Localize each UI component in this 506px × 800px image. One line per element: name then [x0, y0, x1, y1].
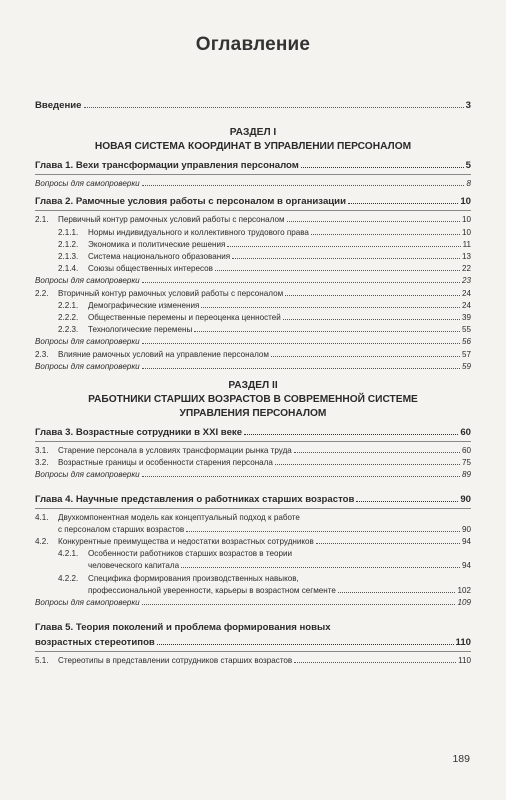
- leader-dots: [301, 167, 464, 168]
- toc-entry-text: Первичный контур рамочных условий работы с персоналом: [58, 215, 285, 225]
- toc-item: [35, 349, 471, 361]
- toc-page-num: 11: [462, 239, 471, 249]
- leader-dots: [275, 464, 460, 465]
- toc-entry-text: Влияние рамочных условий на управление персоналом: [58, 349, 269, 359]
- toc-entry-text: Вопросы для самопроверки: [35, 276, 140, 286]
- table-of-contents: [35, 34, 471, 667]
- toc-page-num: 23: [461, 276, 471, 286]
- leader-dots: [232, 258, 460, 259]
- toc-questions: [35, 469, 471, 481]
- divider: [35, 508, 471, 509]
- toc-questions: [35, 178, 471, 190]
- toc-entry-text: профессиональной уверенности, карьеры в возрастном сегменте: [88, 585, 336, 595]
- toc-entry-text: человеческого капитала: [88, 561, 180, 571]
- toc-entry-text: Старение персонала в условиях трансформации рынка труда: [58, 446, 292, 456]
- leader-dots: [194, 331, 460, 332]
- toc-entry-text: Вопросы для самопроверки: [35, 361, 140, 371]
- toc-entry-text: с персоналом старших возрастов: [58, 524, 185, 534]
- toc-page-num: 60: [460, 427, 471, 439]
- toc-page-num: 56: [461, 337, 471, 347]
- toc-item-number: 5.1.: [35, 656, 49, 666]
- toc-page-num: 22: [461, 264, 471, 274]
- toc-entry-text: Система национального образования: [88, 252, 231, 262]
- toc-entry-text: Экономика и политические решения: [88, 239, 226, 249]
- toc-item: [35, 324, 471, 336]
- leader-dots: [294, 452, 460, 453]
- toc-entry-text: Двухкомпонентная модель как концептуальный подход к работе: [58, 512, 300, 522]
- toc-chapter-line1: Глава 5. Теория поколений и проблема формирования новых: [35, 622, 331, 634]
- toc-entry-text: Глава 4. Научные представления о работниках старших возрастов: [35, 493, 355, 505]
- leader-dots: [142, 282, 460, 283]
- toc-item-number: 3.1.: [35, 446, 49, 456]
- toc-entry-text: Технологические перемены: [88, 325, 193, 335]
- toc-item: [35, 312, 471, 324]
- toc-page-num: 3: [465, 100, 471, 111]
- divider: [35, 651, 471, 652]
- toc-page-num: 59: [461, 361, 471, 371]
- toc-questions: [35, 597, 471, 609]
- toc-entry-text: Вторичный контур рамочных условий работы с персоналом: [58, 288, 284, 298]
- toc-page-num: 90: [461, 524, 471, 534]
- toc-item-number: 2.1.3.: [58, 252, 79, 262]
- toc-page-num: 110: [458, 656, 471, 666]
- toc-chapter: [35, 194, 471, 209]
- leader-dots: [227, 246, 460, 247]
- toc-page-num: 94: [461, 537, 471, 547]
- toc-item: [35, 655, 471, 667]
- toc-item-continued: [35, 585, 471, 597]
- toc-page-num: 89: [461, 470, 471, 480]
- toc-item: [35, 227, 471, 239]
- toc-entry-text: Вопросы для самопроверки: [35, 470, 140, 480]
- toc-item: [35, 512, 471, 524]
- toc-item: [35, 548, 471, 560]
- toc-item-continued: [35, 524, 471, 536]
- toc-entry-text: Союзы общественных интересов: [88, 264, 213, 274]
- toc-page-num: 109: [457, 598, 471, 608]
- toc-item-number: 4.2.: [35, 537, 49, 547]
- leader-dots: [186, 531, 460, 532]
- toc-page-num: 60: [461, 446, 471, 456]
- section-label: РАЗДЕЛ I: [229, 127, 277, 139]
- toc-page-num: 57: [461, 349, 471, 359]
- toc-item: [35, 573, 471, 585]
- toc-questions: [35, 336, 471, 348]
- section-label: РАЗДЕЛ II: [228, 380, 278, 392]
- toc-page-num: 24: [461, 300, 471, 310]
- toc-page-num: 10: [460, 196, 471, 208]
- leader-dots: [181, 567, 460, 568]
- leader-dots: [294, 662, 456, 663]
- toc-questions: [35, 275, 471, 287]
- leader-dots: [201, 307, 460, 308]
- divider: [35, 210, 471, 211]
- leader-dots: [271, 356, 460, 357]
- toc-item: [35, 239, 471, 251]
- toc-entry-text: Глава 1. Вехи трансформации управления персоналом: [35, 160, 299, 172]
- toc-chapter: [35, 492, 471, 507]
- toc-page-num: 102: [457, 585, 471, 595]
- toc-item-number: 3.2.: [35, 458, 49, 468]
- leader-dots: [215, 270, 460, 271]
- leader-dots: [311, 234, 460, 235]
- toc-entry-text: Общественные перемены и переоценка ценностей: [88, 313, 281, 323]
- leader-dots: [287, 221, 460, 222]
- toc-chapter: [35, 425, 471, 440]
- toc-questions: [35, 361, 471, 373]
- toc-item-number: 2.3.: [35, 349, 49, 359]
- page-title: Оглавление: [195, 34, 311, 55]
- toc-item-number: 2.1.4.: [58, 264, 79, 274]
- toc-item-continued: [35, 560, 471, 572]
- toc-item-number: 2.1.2.: [58, 239, 79, 249]
- toc-page-num: 24: [461, 288, 471, 298]
- toc-entry-text: Вопросы для самопроверки: [35, 337, 140, 347]
- toc-item-number: 4.2.2.: [58, 573, 79, 583]
- leader-dots: [157, 644, 454, 645]
- leader-dots: [348, 203, 458, 204]
- divider: [35, 441, 471, 442]
- leader-dots: [142, 368, 460, 369]
- toc-chapter: [35, 635, 471, 650]
- toc-intro: [35, 100, 471, 112]
- toc-item-number: 4.1.: [35, 512, 49, 522]
- leader-dots: [244, 434, 458, 435]
- toc-item: [35, 263, 471, 275]
- toc-entry-text: Особенности работников старших возрастов в теории: [88, 549, 293, 559]
- toc-page-num: 10: [461, 227, 471, 237]
- toc-item-number: 2.2.1.: [58, 300, 79, 310]
- toc-chapter: [35, 158, 471, 173]
- toc-item: [35, 251, 471, 263]
- toc-entry-text: возрастных стереотипов: [35, 637, 155, 649]
- toc-item-number: 2.1.: [35, 215, 49, 225]
- toc-item: [35, 536, 471, 548]
- toc-page-num: 10: [461, 215, 471, 225]
- toc-page-num: 55: [461, 325, 471, 335]
- toc-page-num: 90: [460, 493, 471, 505]
- toc-page-num: 13: [461, 252, 471, 262]
- toc-page-num: 110: [455, 637, 471, 649]
- toc-entry-text: Нормы индивидуального и коллективного трудового права: [88, 227, 309, 237]
- toc-item-number: 2.1.1.: [58, 227, 79, 237]
- section-title: РАБОТНИКИ СТАРШИХ ВОЗРАСТОВ В СОВРЕМЕННОЙ СИСТЕМЕ: [88, 394, 418, 406]
- section-title: НОВАЯ СИСТЕМА КООРДИНАТ В УПРАВЛЕНИИ ПЕРСОНАЛОМ: [94, 141, 412, 153]
- toc-item-number: 2.2.3.: [58, 325, 79, 335]
- leader-dots: [142, 604, 456, 605]
- toc-item: [35, 457, 471, 469]
- toc-entry-text: Вопросы для самопроверки: [35, 598, 140, 608]
- toc-entry-text: Демографические изменения: [88, 300, 200, 310]
- toc-entry-text: Специфика формирования производственных навыков,: [88, 573, 299, 583]
- toc-page-num: 8: [466, 179, 471, 189]
- toc-item-number: 2.2.2.: [58, 313, 79, 323]
- toc-item: [35, 288, 471, 300]
- toc-page-num: 94: [461, 561, 471, 571]
- toc-page-num: 39: [461, 313, 471, 323]
- toc-item-number: 4.2.1.: [58, 549, 79, 559]
- toc-entry-text: Возрастные границы и особенности старения персонала: [58, 458, 273, 468]
- leader-dots: [142, 343, 460, 344]
- toc-entry-text: Стереотипы в представлении сотрудников старших возрастов: [58, 656, 293, 666]
- toc-entry-text: Конкурентные преимущества и недостатки возрастных сотрудников: [58, 537, 314, 547]
- toc-page-num: 5: [465, 160, 471, 172]
- toc-page-num: 75: [461, 458, 471, 468]
- toc-item-number: 2.2.: [35, 288, 49, 298]
- leader-dots: [316, 543, 460, 544]
- toc-entry-text: Глава 3. Возрастные сотрудники в XXI веке: [35, 427, 243, 439]
- toc-item: [35, 445, 471, 457]
- toc-item: [35, 214, 471, 226]
- section-title-line2: УПРАВЛЕНИЯ ПЕРСОНАЛОМ: [179, 408, 327, 420]
- leader-dots: [338, 592, 456, 593]
- divider: [35, 174, 471, 175]
- leader-dots: [356, 501, 458, 502]
- toc-entry-text: Введение: [35, 100, 82, 111]
- toc-item: [35, 300, 471, 312]
- leader-dots: [283, 319, 460, 320]
- leader-dots: [84, 107, 464, 108]
- toc-entry-text: Вопросы для самопроверки: [35, 179, 140, 189]
- page-number: 189: [452, 753, 470, 765]
- toc-entry-text: Глава 2. Рамочные условия работы с персоналом в организации: [35, 196, 346, 208]
- leader-dots: [142, 476, 460, 477]
- leader-dots: [285, 295, 460, 296]
- leader-dots: [142, 185, 465, 186]
